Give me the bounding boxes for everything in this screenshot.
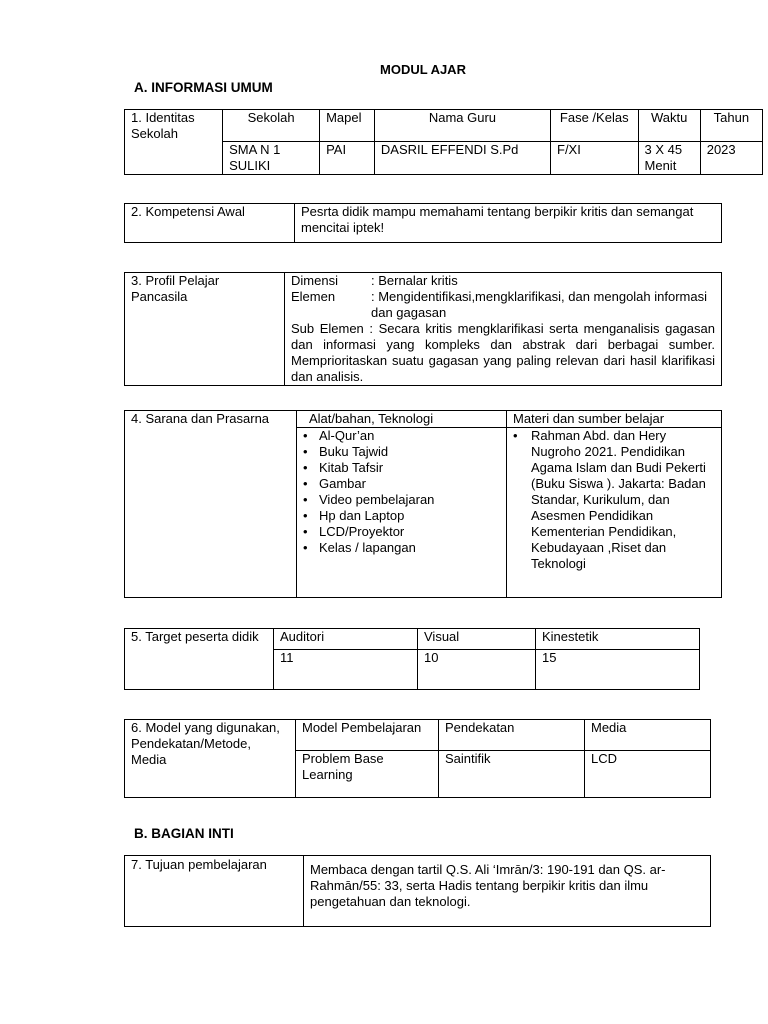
profil-label: 3. Profil Pelajar Pancasila bbox=[125, 273, 285, 386]
list-item: • Buku Tajwid bbox=[301, 444, 500, 460]
header-visual: Visual bbox=[418, 629, 536, 650]
list-item: • Al-Qur’an bbox=[301, 428, 500, 444]
list-item: • Gambar bbox=[301, 476, 500, 492]
header-auditori: Auditori bbox=[274, 629, 418, 650]
value-visual: 10 bbox=[418, 650, 536, 690]
header-sekolah: Sekolah bbox=[223, 110, 320, 142]
list-item: • Hp dan Laptop bbox=[301, 508, 500, 524]
header-nama-guru: Nama Guru bbox=[374, 110, 550, 142]
value-nama-guru: DASRIL EFFENDI S.Pd bbox=[374, 142, 550, 175]
value-sekolah: SMA N 1 SULIKI bbox=[223, 142, 320, 175]
alat-list-cell bbox=[297, 428, 507, 598]
header-fase-kelas: Fase /Kelas bbox=[551, 110, 639, 142]
sub-elemen-text: Sub Elemen : Secara kritis mengklarifikasi serta menganalisis gagasan dan informasi yang kompleks dan abstrak dari berbagai sumber. Memprioritaskan suatu gagasan yang paling relevan dari hasil klarifikasi dan analisis. bbox=[291, 321, 715, 384]
section-heading-a: A. INFORMASI UMUM bbox=[134, 80, 273, 95]
alat-header: Alat/bahan, Teknologi bbox=[297, 411, 507, 428]
list-item: • Kelas / lapangan bbox=[301, 540, 500, 556]
identitas-label: 1. Identitas Sekolah bbox=[125, 110, 223, 175]
materi-header: Materi dan sumber belajar bbox=[507, 411, 722, 428]
list-item: • LCD/Proyektor bbox=[301, 524, 500, 540]
materi-cell bbox=[507, 428, 722, 598]
profil-content bbox=[285, 273, 722, 386]
document-title: MODUL AJAR bbox=[380, 62, 466, 77]
target-label: 5. Target peserta didik bbox=[125, 629, 274, 690]
value-auditori: 11 bbox=[274, 650, 418, 690]
dimensi-value: : Bernalar kritis bbox=[371, 273, 458, 288]
sarana-label: 4. Sarana dan Prasarna bbox=[125, 411, 297, 598]
value-tahun: 2023 bbox=[700, 142, 762, 175]
elemen-key: Elemen bbox=[291, 289, 336, 304]
dimensi-line bbox=[291, 273, 715, 289]
section-heading-b: B. BAGIAN INTI bbox=[134, 826, 234, 841]
header-pendekatan: Pendekatan bbox=[439, 720, 585, 751]
list-item: • Kitab Tafsir bbox=[301, 460, 500, 476]
value-pendekatan: Saintifik bbox=[439, 751, 585, 798]
model-table bbox=[124, 719, 711, 798]
header-mapel: Mapel bbox=[320, 110, 375, 142]
tujuan-label: 7. Tujuan pembelajaran bbox=[125, 856, 304, 927]
elemen-value: : Mengidentifikasi,mengklarifikasi, dan mengolah informasi dan gagasan bbox=[371, 289, 707, 320]
target-table bbox=[124, 628, 700, 690]
value-media: LCD bbox=[585, 751, 711, 798]
sarana-table bbox=[124, 410, 722, 598]
elemen-line bbox=[291, 289, 715, 321]
model-label: 6. Model yang digunakan, Pendekatan/Metode, Media bbox=[125, 720, 296, 798]
header-kinestetik: Kinestetik bbox=[536, 629, 700, 650]
header-waktu: Waktu bbox=[638, 110, 700, 142]
materi-item: • Rahman Abd. dan Hery Nugroho 2021. Pendidikan Agama Islam dan Budi Pekerti (Buku Siswa ). Jakarta: Badan Standar, Kurikulum, dan Asesmen Pendidikan Kementerian Pendidikan, Kebudayaan ,Riset dan Teknologi bbox=[511, 428, 711, 572]
dimensi-key: Dimensi bbox=[291, 273, 338, 288]
header-tahun: Tahun bbox=[700, 110, 762, 142]
list-item: • Video pembelajaran bbox=[301, 492, 500, 508]
value-waktu: 3 X 45 Menit bbox=[638, 142, 700, 175]
kompetensi-table bbox=[124, 203, 722, 243]
value-mapel: PAI bbox=[320, 142, 375, 175]
header-media: Media bbox=[585, 720, 711, 751]
alat-list bbox=[301, 428, 500, 556]
materi-list bbox=[511, 428, 715, 572]
header-model-pembelajaran: Model Pembelajaran bbox=[296, 720, 439, 751]
tujuan-text: Membaca dengan tartil Q.S. Ali ‘Imrān/3: 190-191 dan QS. ar-Rahmān/55: 33, serta Hadis tentang berpikir kritis dan ilmu pengetahuan dan teknologi. bbox=[304, 856, 711, 927]
tujuan-table bbox=[124, 855, 711, 927]
value-kinestetik: 15 bbox=[536, 650, 700, 690]
value-model-pembelajaran: Problem Base Learning bbox=[296, 751, 439, 798]
profil-table bbox=[124, 272, 722, 386]
value-fase-kelas: F/XI bbox=[551, 142, 639, 175]
kompetensi-text: Pesrta didik mampu memahami tentang berpikir kritis dan semangat mencitai iptek! bbox=[295, 204, 722, 243]
identitas-table bbox=[124, 109, 763, 175]
kompetensi-label: 2. Kompetensi Awal bbox=[125, 204, 295, 243]
